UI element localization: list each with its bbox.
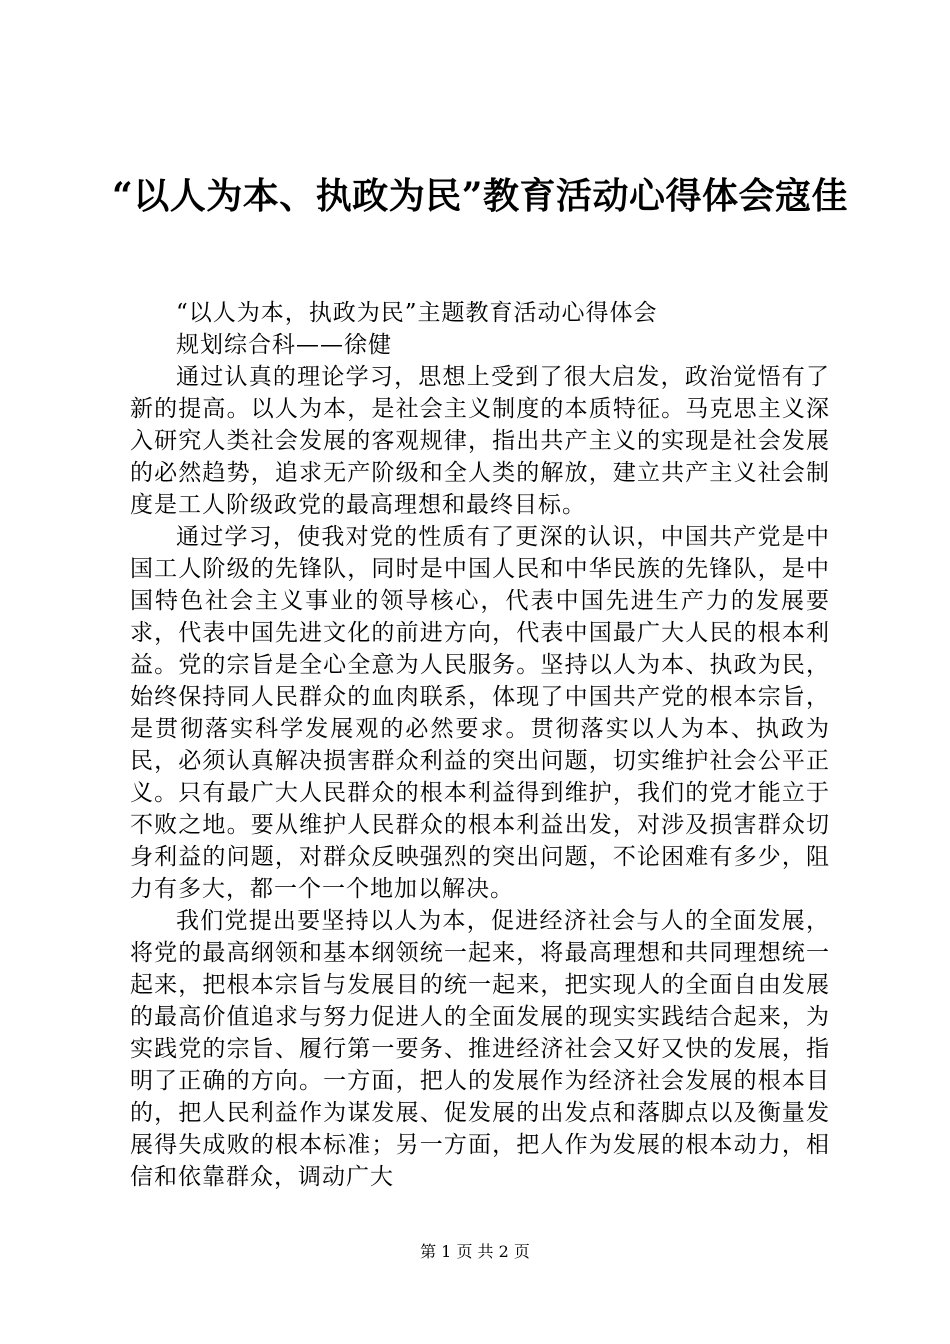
body-paragraph-2: 通过学习，使我对党的性质有了更深的认识，中国共产党是中国工人阶级的先锋队，同时是中国人民和中华民族的先锋队，是中国特色社会主义事业的领导核心，代表中国先进生产力的发展要求，代表中国先进文化的前进方向，代表中国最广大人民的根本利益。党的宗旨是全心全意为人民服务。坚持以人为本、执政为民，始终保持同人民群众的血肉联系，体现了中国共产党的根本宗旨，是贯彻落实科学发展观的必然要求。贯彻落实以人为本、执政为民，必须认真解决损害群众利益的突出问题，切实维护社会公平正义。只有最广大人民群众的根本利益得到维护，我们的党才能立于不败之地。要从维护人民群众的根本利益出发，对涉及损害群众切身利益的问题，对群众反映强烈的突出问题，不论困难有多少，阻力有多大，都一个一个地加以解决。: [130, 524, 830, 902]
body-paragraph-1: 通过认真的理论学习，思想上受到了很大启发，政治觉悟有了新的提高。以人为本，是社会主义制度的本质特征。马克思主义深入研究人类社会发展的客观规律，指出共产主义的实现是社会发展的必然趋势，追求无产阶级和全人类的解放，建立共产主义社会制度是工人阶级政党的最高理想和最终目标。: [130, 364, 830, 518]
document-body: [130, 297, 830, 1193]
author-line: 规划综合科——徐健: [176, 332, 392, 358]
page-footer: 第 1 页 共 2 页: [420, 1242, 530, 1261]
document-title: “以人为本、执政为民”教育活动心得体会寇佳: [112, 175, 848, 217]
body-paragraph-3: 我们党提出要坚持以人为本，促进经济社会与人的全面发展，将党的最高纲领和基本纲领统一起来，将最高理想和共同理想统一起来，把根本宗旨与发展目的统一起来，把实现人的全面自由发展的最高价值追求与努力促进人的全面发展的现实实践结合起来，为实践党的宗旨、履行第一要务、推进经济社会又好又快的发展，指明了正确的方向。一方面，把人的发展作为经济社会发展的根本目的，把人民利益作为谋发展、促发展的出发点和落脚点以及衡量发展得失成败的根本标准；另一方面，把人作为发展的根本动力，相信和依靠群众，调动广大: [130, 908, 830, 1190]
document-subtitle: “以人为本，执政为民”主题教育活动心得体会: [176, 300, 658, 326]
